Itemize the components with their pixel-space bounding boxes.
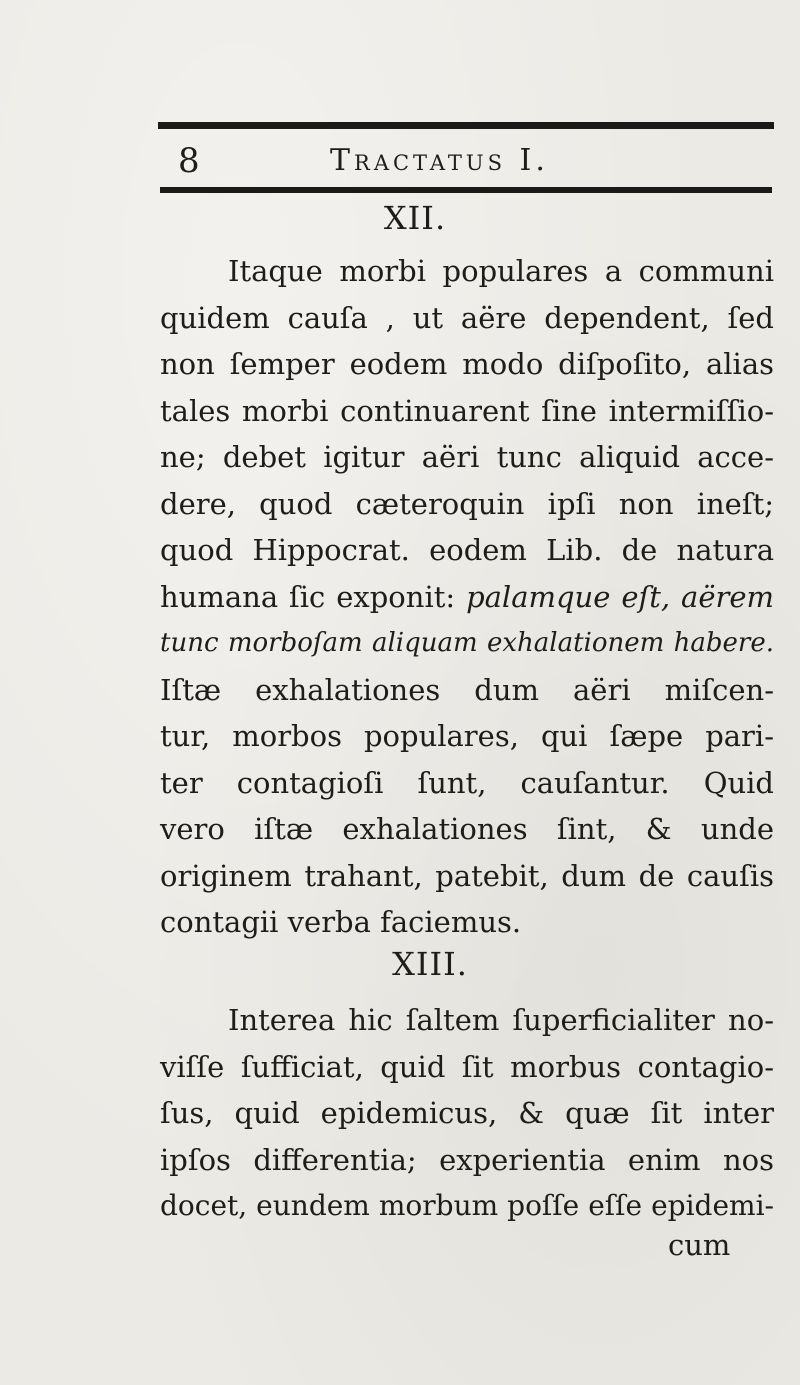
text-line: docet, eundem morbum poſſe eſſe epidemi- (160, 1189, 774, 1222)
text-line: ſus, quid epidemicus, & quæ ſit inter (160, 1096, 774, 1130)
text-line: tales morbi continuarent ſine intermiſſio- (160, 393, 774, 428)
text-line: ipſos differentia; experientia enim nos (160, 1142, 774, 1177)
text-line-mixed (160, 574, 774, 621)
section-xiii-text (160, 997, 774, 1230)
header-top-rule (158, 122, 774, 129)
text-line: quidem cauſa , ut aëre dependent, ſed (160, 300, 774, 335)
header-bottom-rule (160, 187, 772, 193)
italic-quotation: palamque eſt, aërem (466, 579, 775, 614)
text-line: vero iſtæ exhalationes ſint, & unde (160, 812, 774, 846)
text-line: non ſemper eodem modo diſpoſito, alias (160, 347, 774, 381)
catchword: cum (668, 1228, 731, 1262)
text-line: originem trahant, patebit, dum de cauſis (160, 858, 774, 893)
text-line: Iſtæ exhalationes dum aëri miſcen- (160, 672, 774, 707)
italic-quotation-line: tunc morboſam aliquam exhalationem habere. (160, 628, 774, 658)
text-line: dere, quod cæteroquin ipſi non ineſt; (160, 486, 774, 521)
text-line: quod Hippocrat. eodem Lib. de natura (160, 533, 774, 567)
text-line: viſſe ſufficiat, quid ſit morbus contagio- (160, 1049, 774, 1084)
text-line: ne; debet igitur aëri tunc aliquid acce- (160, 440, 774, 474)
text-segment: humana ſic exponit: (160, 579, 456, 614)
text-line: Itaque morbi populares a communi (228, 254, 774, 288)
text-line: contagii verba faciemus. (160, 905, 522, 939)
section-xii-text (160, 248, 774, 946)
text-line: ter contagioſi ſunt, cauſantur. Quid (160, 765, 774, 800)
section-numeral-xii: XII. (383, 199, 447, 237)
page-number: 8 (178, 141, 200, 181)
text-line: tur, morbos populares, qui ſæpe pari- (160, 719, 774, 753)
running-head: Tractatus I. (330, 143, 549, 178)
section-numeral-xiii: XIII. (392, 945, 468, 983)
text-line: Interea hic ſaltem ſuperficialiter no- (228, 1003, 774, 1037)
